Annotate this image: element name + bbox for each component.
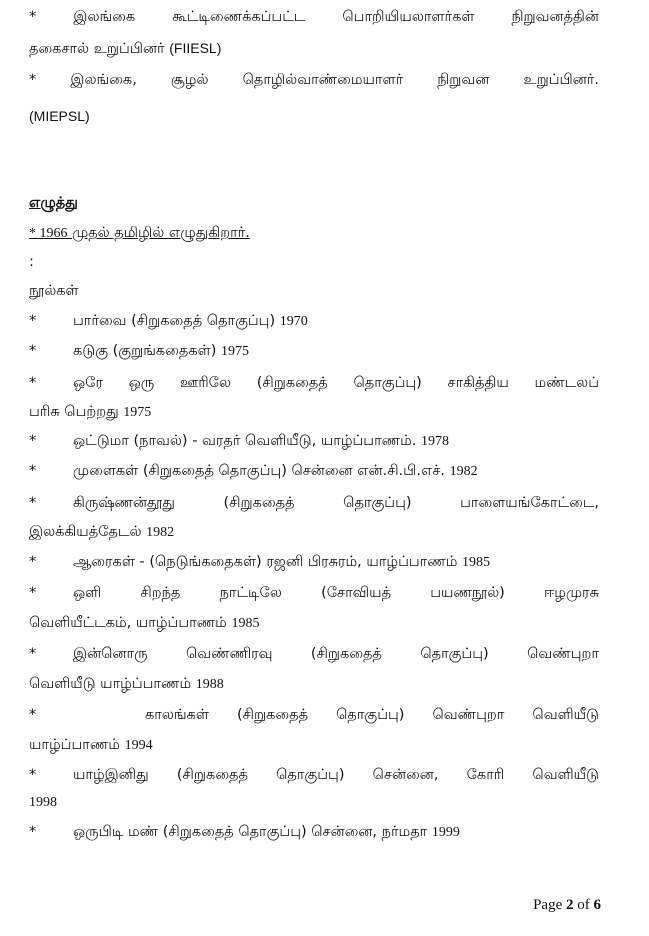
membership-line-1 bbox=[29, 6, 599, 28]
fiiesl-abbr: (FIIESL) bbox=[169, 40, 222, 56]
book-year: 1998 bbox=[29, 795, 57, 810]
book-year: 1970 bbox=[279, 314, 308, 329]
miepsl-abbr: (MIEPSL) bbox=[29, 108, 90, 124]
page-number-footer bbox=[533, 897, 601, 914]
membership-line-3 bbox=[29, 69, 599, 91]
since-year: * 1966 bbox=[29, 226, 68, 241]
book-title-cont: இலக்கியத்தேடல் bbox=[29, 524, 142, 540]
book-item-5 bbox=[29, 460, 599, 483]
book-item-6-cont bbox=[29, 521, 599, 544]
writing-since-line bbox=[29, 222, 599, 245]
membership-text-1: * இலங்கை கூட்டிணைக்கப்பட்ட பொறியியலாளர்கள் நிறுவனத்தின் bbox=[29, 9, 599, 25]
book-item-3-cont bbox=[29, 401, 599, 424]
book-title: ஒருபிடி மண் (சிறுகதைத் தொகுப்பு) சென்னை, நர்மதா bbox=[73, 824, 428, 840]
book-title: ஆரைகள் - (நெடுங்கதைகள்) ரஜனி பிரசுரம், யாழ்ப்பாணம் bbox=[73, 554, 458, 570]
book-year: 1975 bbox=[220, 344, 249, 359]
bullet-mark: * bbox=[29, 585, 37, 601]
book-year: 1975 bbox=[123, 405, 152, 420]
bullet-mark: * bbox=[29, 767, 37, 783]
membership-line-2 bbox=[29, 37, 599, 60]
book-item-10 bbox=[29, 704, 599, 726]
page-word: Page bbox=[533, 897, 563, 913]
bullet-mark: * bbox=[29, 824, 37, 840]
membership-line-4 bbox=[29, 105, 599, 128]
book-title: யாழ்இனிது (சிறுகதைத் தொகுப்பு) சென்னை, கோரி வெளியீடு bbox=[73, 767, 599, 783]
writing-since bbox=[29, 225, 250, 241]
bullet-mark: * bbox=[29, 707, 37, 723]
book-title: பார்வை (சிறுகதைத் தொகுப்பு) bbox=[73, 313, 276, 329]
book-item-1 bbox=[29, 310, 599, 333]
book-title-cont: வெளியீடு யாழ்ப்பாணம் bbox=[29, 676, 192, 692]
book-item-10-cont bbox=[29, 734, 599, 757]
book-item-4 bbox=[29, 430, 599, 453]
book-title: ஒளி சிறந்த நாட்டிலே (சோவியத் பயணநூல்) ஈழமுரசு bbox=[73, 585, 599, 601]
current-page: 2 bbox=[566, 897, 574, 913]
book-year: 1999 bbox=[431, 825, 460, 840]
book-item-7 bbox=[29, 551, 599, 574]
book-item-6 bbox=[29, 492, 599, 514]
book-item-8 bbox=[29, 582, 599, 604]
book-title-cont: வெளியீட்டகம், யாழ்ப்பாணம் bbox=[29, 615, 227, 631]
membership-text-2: தகைசால் உறுப்பினர் bbox=[29, 41, 165, 57]
book-item-11-cont bbox=[29, 791, 599, 814]
book-year: 1985 bbox=[231, 616, 260, 631]
book-title: முளைகள் (சிறுகதைத் தொகுப்பு) சென்னை என்.சி.பி.எச். bbox=[73, 463, 445, 479]
book-item-11 bbox=[29, 764, 599, 786]
bullet-mark: * bbox=[29, 433, 37, 449]
book-item-12 bbox=[29, 821, 599, 844]
writing-heading: எழுத்து bbox=[29, 195, 78, 211]
bullet-mark: * bbox=[29, 495, 37, 511]
since-text: முதல் தமிழில் எழுதுகிறார். bbox=[72, 225, 250, 241]
book-year: 1978 bbox=[421, 434, 449, 449]
membership-text-3: * இலங்கை, சூழல் தொழில்வாண்மையாளர் நிறுவன உறுப்பினர். bbox=[29, 72, 599, 88]
book-title: ஒரே ஒரு ஊரிலே (சிறுகதைத் தொகுப்பு) சாகித்திய மண்டலப் bbox=[73, 375, 599, 391]
book-title: ஒட்டுமா (நாவல்) - வரதர் வெளியீடு, யாழ்ப்பாணம். bbox=[73, 433, 417, 449]
book-item-2 bbox=[29, 340, 599, 363]
book-year: 1982 bbox=[449, 464, 478, 479]
book-title: இன்னொரு வெண்ணிரவு (சிறுகதைத் தொகுப்பு) வெண்புறா bbox=[73, 646, 599, 662]
of-word: of bbox=[577, 897, 590, 913]
book-item-9-cont bbox=[29, 673, 599, 696]
book-year: 1982 bbox=[146, 525, 175, 540]
bullet-mark: * bbox=[29, 343, 37, 359]
book-title: கிருஷ்ணன்தூது (சிறுகதைத் தொகுப்பு) பாளையங்கோட்டை, bbox=[73, 495, 599, 511]
book-title-cont: யாழ்ப்பாணம் bbox=[29, 737, 120, 753]
bullet-mark: * bbox=[29, 554, 37, 570]
bullet-mark: * bbox=[29, 646, 37, 662]
books-label: நூல்கள் bbox=[29, 283, 79, 299]
book-item-8-cont bbox=[29, 612, 599, 635]
bullet-mark: * bbox=[29, 375, 37, 391]
total-pages: 6 bbox=[593, 897, 601, 913]
book-title: காலங்கள் (சிறுகதைத் தொகுப்பு) வெண்புறா வெளியீடு bbox=[145, 707, 599, 723]
book-title: கடுகு (குறுங்கதைகள்) bbox=[73, 343, 217, 359]
book-item-3 bbox=[29, 372, 599, 394]
book-title-cont: பரிசு பெற்றது bbox=[29, 404, 119, 420]
book-year: 1985 bbox=[461, 555, 490, 570]
book-year: 1988 bbox=[195, 677, 224, 692]
bullet-mark: * bbox=[29, 463, 37, 479]
bullet-mark: * bbox=[29, 313, 37, 329]
colon-line: : bbox=[29, 254, 34, 270]
book-item-9 bbox=[29, 643, 599, 665]
book-year: 1994 bbox=[124, 738, 153, 753]
